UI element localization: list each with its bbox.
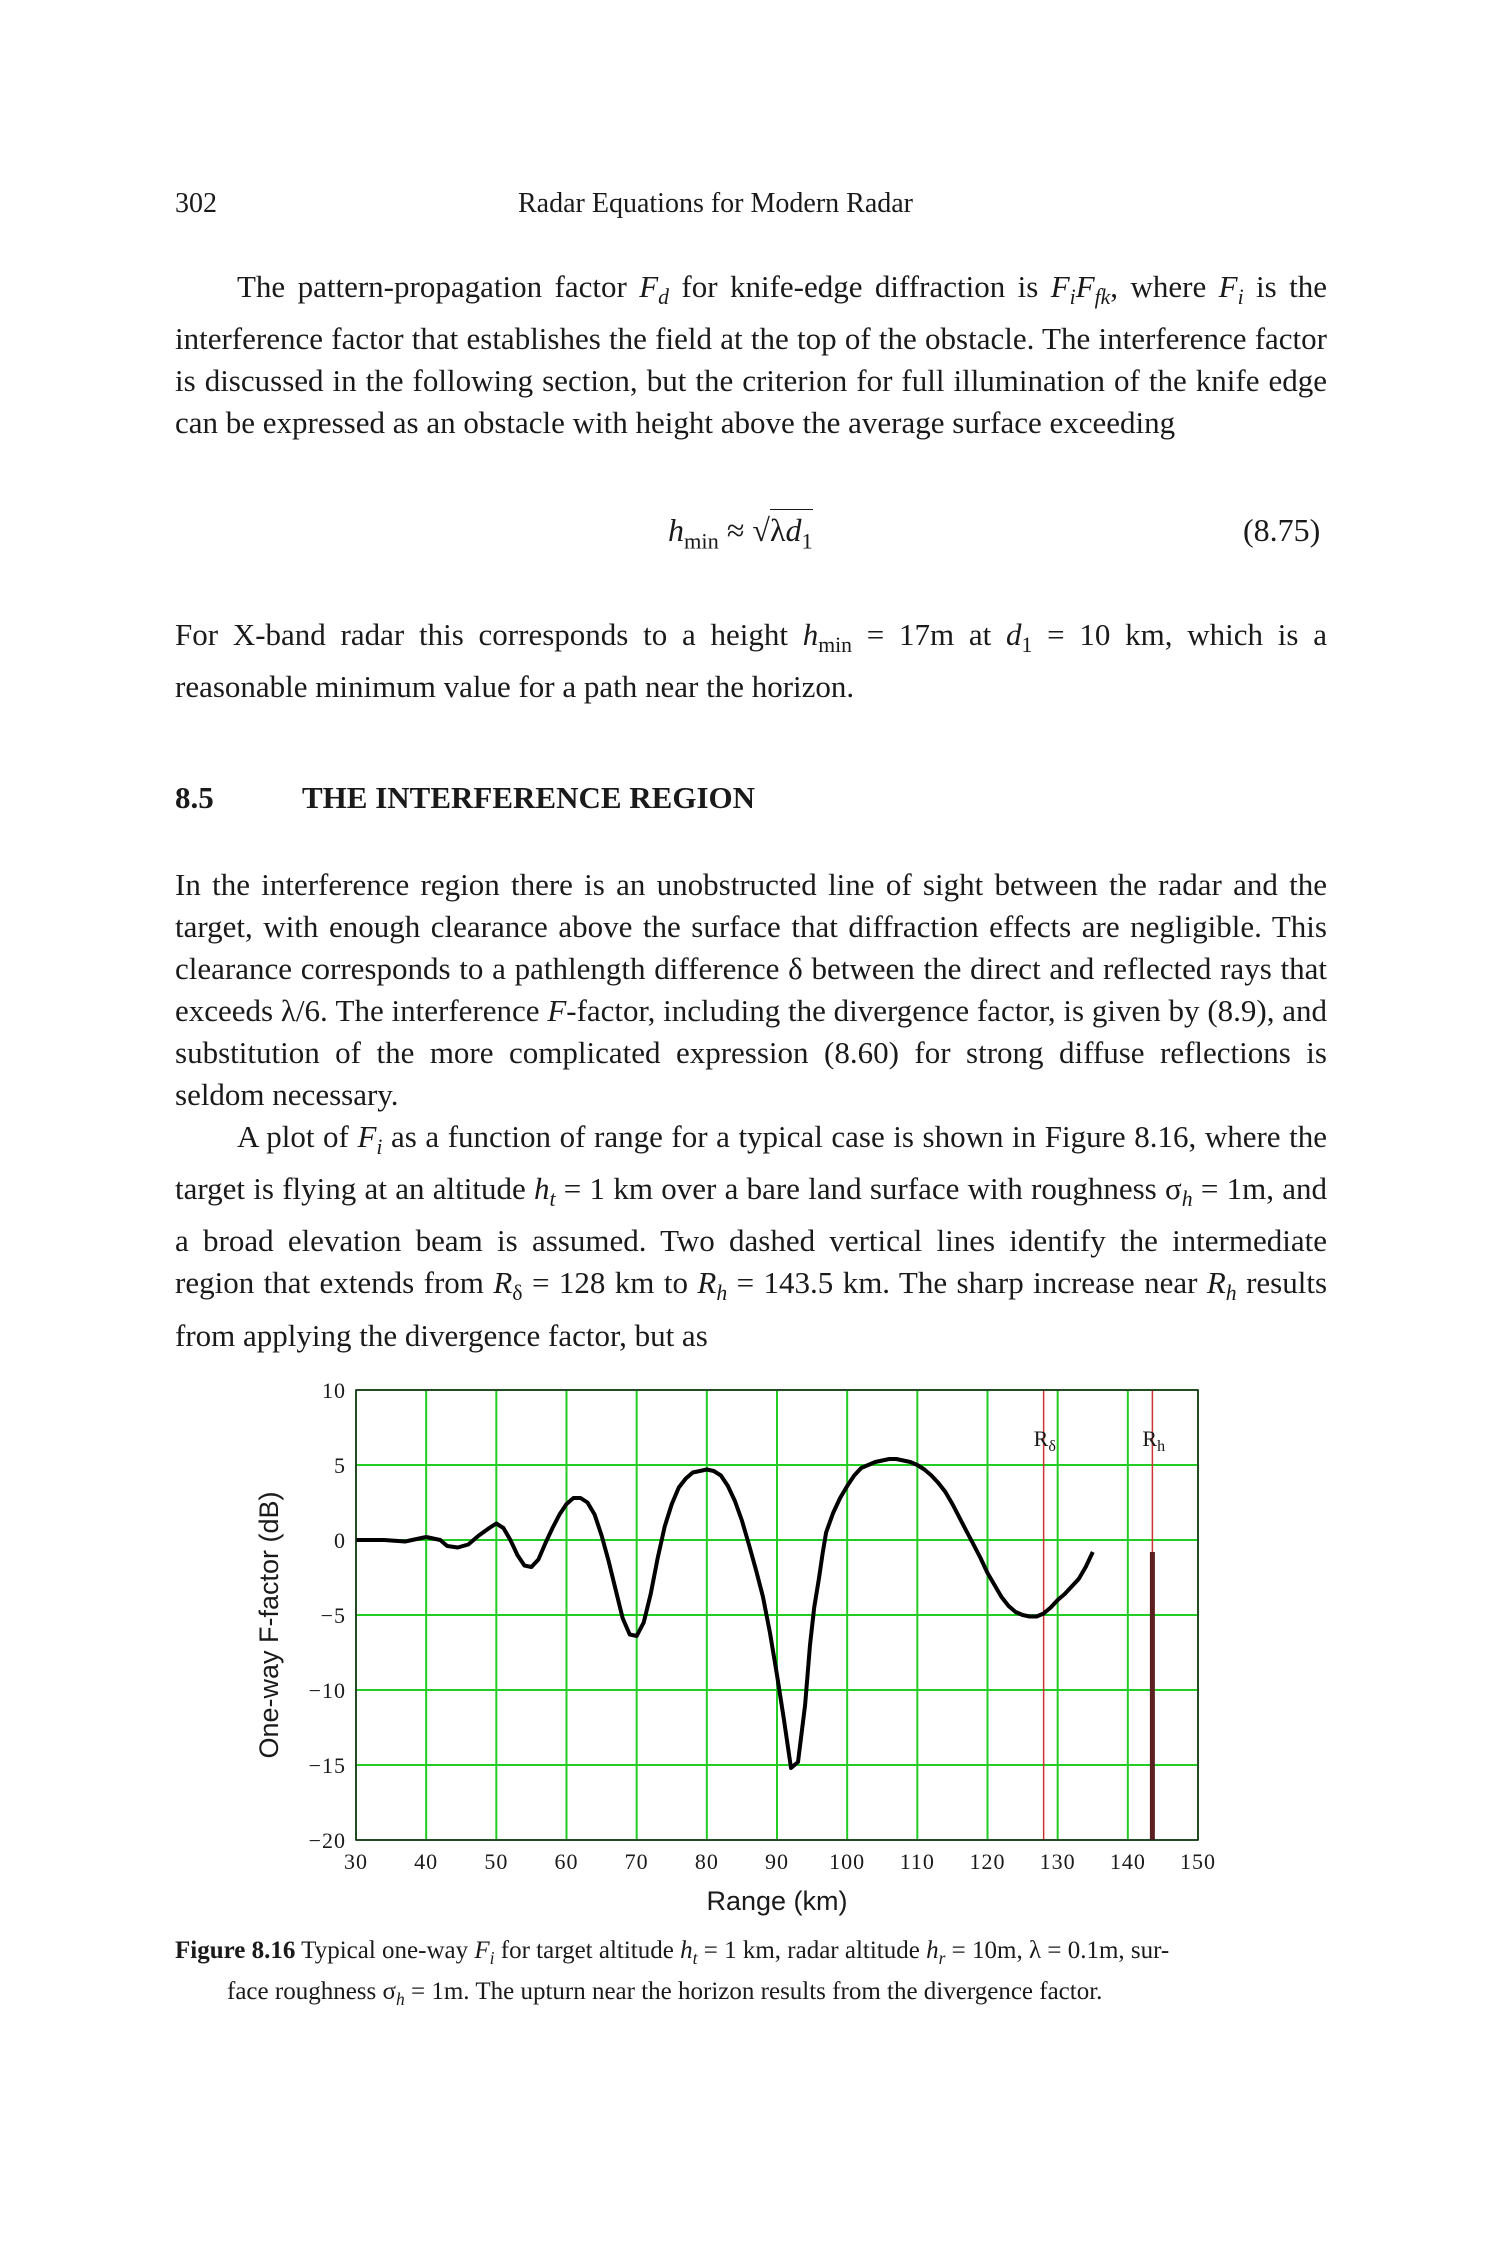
y-tick-label: −5: [320, 1603, 346, 1628]
paragraph-knife-edge: The pattern-propagation factor $F_d$ for knife-edge diffraction is $F_iF_{fk}$, where $F_i$ is the interference factor that establishes the field at the top of the obstacle. The interference factor is discussed in the following section, but the criterion for full illumination of the knife edge can be expressed as an obstacle with height above the average surface exceeding: [175, 269, 1327, 441]
x-tick-label: 110: [899, 1849, 935, 1874]
x-axis-label: Range (km): [706, 1886, 848, 1916]
section-title: THE INTERFERENCE REGION: [302, 780, 756, 815]
y-tick-label: −15: [308, 1753, 346, 1778]
paragraph-interference-region: In the interference region there is an unobstructed line of sight between the radar and the target, with enough clearance above the surface that diffraction effects are negligible. This clearance corresponds to a pathlength difference δ between the direct and reflected rays that exceeds λ/6. The interference F-factor, including the divergence factor, is given by (8.9), and substitution of the more complicated expression (8.60) for strong diffuse reflections is seldom necessary.: [175, 867, 1328, 1112]
x-tick-label: 30: [344, 1849, 368, 1874]
section-number: 8.5: [175, 780, 214, 815]
x-tick-label: 80: [694, 1849, 719, 1874]
x-tick-label: 90: [765, 1849, 789, 1874]
y-tick-label: 0: [334, 1528, 346, 1553]
equation-8-75: $h_{min} \approx √\lambda d_1$: [668, 512, 813, 554]
x-tick-label: 70: [624, 1849, 649, 1874]
y-tick-label: 5: [334, 1453, 346, 1478]
f-factor-curve: [356, 1459, 1093, 1768]
y-axis-label: One-way F-factor (dB): [254, 1491, 284, 1759]
marker-label: $R_h$: [1142, 1426, 1166, 1455]
y-tick-label: −10: [308, 1678, 346, 1703]
chart-grid: [356, 1390, 1198, 1840]
chart-ticks: [309, 1378, 1216, 1874]
x-tick-label: 100: [829, 1849, 866, 1874]
x-tick-label: 120: [969, 1849, 1006, 1874]
running-title: Radar Equations for Modern Radar: [518, 188, 913, 219]
x-tick-label: 130: [1039, 1849, 1076, 1874]
x-tick-label: 150: [1180, 1849, 1216, 1874]
paragraph-x-band: For X-band radar this corresponds to a height $h_{min} = 17m$ at $d_1 = 10$ km, which is a reasonable minimum value for a path near the horizon.: [175, 617, 1327, 705]
sqrt-symbol: √: [752, 512, 770, 548]
y-tick-label: 10: [322, 1378, 346, 1403]
figure-caption: Figure 8.16 Typical one-way $F_i$ for target altitude $h_t = 1$ km, radar altitude $h_r = 10m$, λ = 0.1m, sur- face roughness $\sigma_h = 1m$. The upturn near the horizon results from the divergence factor.: [175, 1937, 1170, 2009]
x-tick-label: 40: [414, 1849, 439, 1874]
equation-number: (8.75): [1243, 512, 1321, 548]
x-tick-label: 140: [1109, 1849, 1146, 1874]
marker-label: $R_\delta$: [1033, 1426, 1056, 1455]
paragraph-figure-description: A plot of $F_i$ as a function of range for a typical case is shown in Figure 8.16, where the target is flying at an altitude $h_t = 1$ km over a bare land surface with roughness $\sigma_h = 1m$, and a broad elevation beam is assumed. Two dashed vertical lines identify the intermediate region that extends from $R_\delta = 128$ km to $R_h = 143.5$ km. The sharp increase near $R_h$ results from applying the divergence factor, but as: [175, 1119, 1328, 1353]
x-tick-label: 60: [554, 1849, 579, 1874]
x-tick-label: 50: [484, 1849, 509, 1874]
page-number: 302: [175, 188, 217, 219]
y-tick-label: −20: [308, 1828, 346, 1853]
